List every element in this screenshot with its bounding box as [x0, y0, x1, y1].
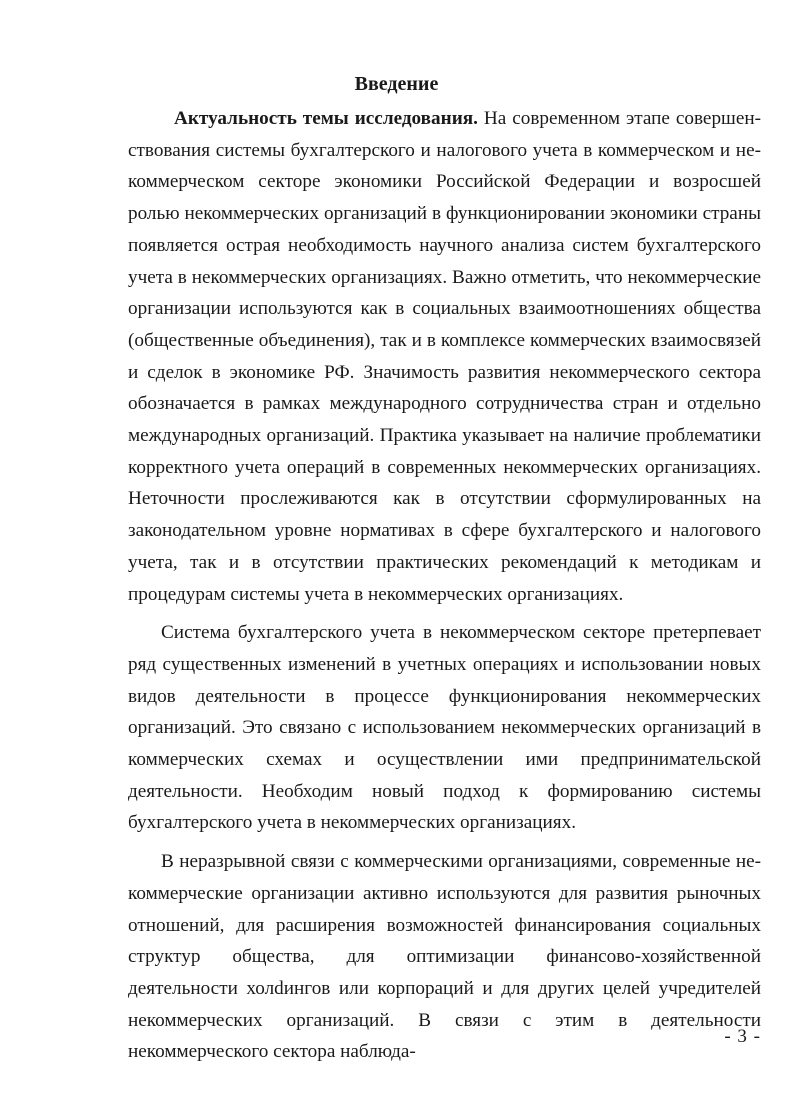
document-body: [128, 103, 761, 1068]
paragraph-commercial-link: [128, 846, 761, 1068]
page-title: Введение: [354, 73, 439, 95]
paragraph-relevance: [128, 103, 761, 610]
paragraph-text: В неразрывной связи с коммерческими организациями, современные некоммерческие организации активно используются для развития рыночных отношений, для расширения возможностей финансирования социальных структур общества, для оптимизации финансово-хозяйственной деятельности холdингов или корпораций и для других целей учредителей некоммерческих организаций. В связи с этим в деятельности некоммерческого сектора наблюда-: [128, 851, 761, 1063]
page-number: - 3 -: [724, 1026, 761, 1047]
paragraph-text: На современном этапе совершенствования системы бухгалтерского и налогового учета в коммерческом и некоммерческом секторе экономики Российской Федерации и возросшей ролью некоммерческих организаций в функционировании экономики страны появляется острая необходимость научного анализа систем бухгалтерского учета в некоммерческих организациях. Важно отметить, что некоммерческие организации используются как в социальных взаимоотношениях общества (общественные объединения), так и в комплексе коммерческих взаимосвязей и сделок в экономике РФ. Значимость развития некоммерческого сектора обозначается в рамках международного сотрудничества стран и отдельно международных организаций. Практика указывает на наличие проблематики корректного учета операций в современных некоммерческих организациях. Неточности прослеживаются как в отсутствии сформулированных на законодательном уровне нормативах в сфере бухгалтерского и налогового учета, так и в отсутствии практических рекомендаций к методикам и процедурам системы учета в некоммерческих организациях.: [128, 108, 761, 605]
paragraph-accounting-system: [128, 617, 761, 839]
paragraph-text: Система бухгалтерского учета в некоммерческом секторе претерпевает ряд существенных изменений в учетных операциях и использовании новых видов деятельности в процессе функционирования некоммерческих организаций. Это связано с использованием некоммерческих организаций в коммерческих схемах и осуществлении ими предпринимательской деятельности. Необходим новый подход к формированию системы бухгалтерского учета в некоммерческих организациях.: [128, 622, 761, 834]
paragraph-lead: Актуальность темы исследования.: [174, 108, 478, 129]
